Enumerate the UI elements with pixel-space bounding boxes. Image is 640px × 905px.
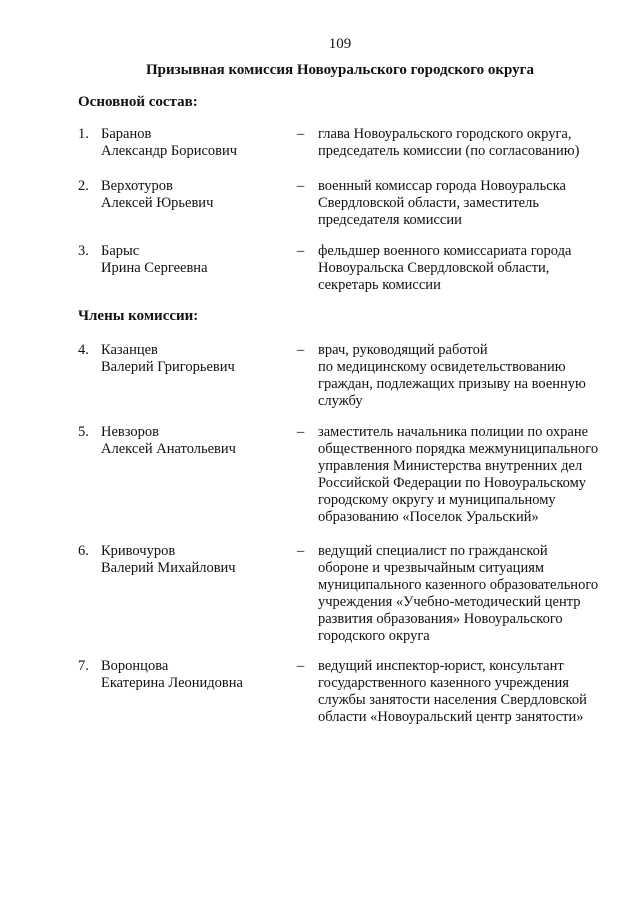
dash-separator: –	[297, 126, 305, 142]
document-title: Призывная комиссия Новоуральского городского округа	[145, 62, 534, 78]
role-line: учреждения «Учебно-методический центр	[318, 594, 581, 610]
member-given-name: Александр Борисович	[101, 143, 238, 159]
member-name	[101, 178, 291, 212]
role-line: Российской Федерации по Новоуральскому	[318, 475, 587, 491]
member-name	[101, 243, 291, 277]
member-given-name: Ирина Сергеевна	[101, 260, 208, 276]
member-surname: Барыс	[101, 243, 140, 259]
role-line: образованию «Поселок Уральский»	[318, 509, 539, 525]
dash-separator: –	[297, 658, 305, 674]
member-given-name: Валерий Михайлович	[101, 560, 236, 576]
member-name	[101, 342, 291, 376]
item-number: 1.	[78, 126, 89, 142]
role-line: управления Министерства внутренних дел	[318, 458, 583, 474]
member-role	[318, 424, 618, 526]
member-surname: Воронцова	[101, 658, 169, 674]
item-number: 7.	[78, 658, 89, 674]
member-surname: Казанцев	[101, 342, 158, 358]
member-role	[318, 243, 618, 294]
role-line: ведущий специалист по гражданской	[318, 543, 548, 559]
role-line: глава Новоуральского городского округа,	[318, 126, 572, 142]
role-line: области «Новоуральский центр занятости»	[318, 709, 584, 725]
role-line: муниципального казенного образовательного	[318, 577, 599, 593]
item-number: 3.	[78, 243, 89, 259]
role-line: обороне и чрезвычайным ситуациям	[318, 560, 545, 576]
member-surname: Верхотуров	[101, 178, 173, 194]
member-surname: Баранов	[101, 126, 152, 142]
page-number: 109	[328, 36, 352, 52]
item-number: 6.	[78, 543, 89, 559]
role-line: ведущий инспектор-юрист, консультант	[318, 658, 564, 674]
dash-separator: –	[297, 543, 305, 559]
dash-separator: –	[297, 342, 305, 358]
role-line: городскому округу и муниципальному	[318, 492, 556, 508]
member-surname: Невзоров	[101, 424, 159, 440]
role-line: председателя комиссии	[318, 212, 462, 228]
member-name	[101, 543, 291, 577]
role-line: фельдшер военного комиссариата города	[318, 243, 572, 259]
member-role	[318, 658, 618, 726]
role-line: заместитель начальника полиции по охране	[318, 424, 589, 440]
role-line: общественного порядка межмуниципального	[318, 441, 599, 457]
role-line: службы занятости населения Свердловской	[318, 692, 587, 708]
role-line: государственного казенного учреждения	[318, 675, 569, 691]
dash-separator: –	[297, 243, 305, 259]
member-given-name: Валерий Григорьевич	[101, 359, 235, 375]
dash-separator: –	[297, 178, 305, 194]
member-surname: Кривочуров	[101, 543, 176, 559]
member-given-name: Алексей Анатольевич	[101, 441, 236, 457]
section-heading-main: Основной состав:	[78, 94, 198, 110]
item-number: 5.	[78, 424, 89, 440]
role-line: развития образования» Новоуральского	[318, 611, 563, 627]
member-name	[101, 658, 291, 692]
member-role	[318, 178, 618, 229]
member-name	[101, 424, 291, 458]
role-line: председатель комиссии (по согласованию)	[318, 143, 580, 159]
role-line: секретарь комиссии	[318, 277, 441, 293]
role-line: по медицинскому освидетельствованию	[318, 359, 566, 375]
role-line: Свердловской области, заместитель	[318, 195, 539, 211]
member-role	[318, 126, 618, 160]
role-line: городского округа	[318, 628, 430, 644]
role-line: службу	[318, 393, 363, 409]
role-line: военный комиссар города Новоуральска	[318, 178, 566, 194]
role-line: врач, руководящий работой	[318, 342, 488, 358]
role-line: граждан, подлежащих призыву на военную	[318, 376, 586, 392]
member-role	[318, 543, 618, 645]
dash-separator: –	[297, 424, 305, 440]
member-role	[318, 342, 618, 410]
role-line: Новоуральска Свердловской области,	[318, 260, 550, 276]
item-number: 4.	[78, 342, 89, 358]
member-name	[101, 126, 291, 160]
member-given-name: Екатерина Леонидовна	[101, 675, 243, 691]
section-heading-members: Члены комиссии:	[78, 308, 199, 324]
member-given-name: Алексей Юрьевич	[101, 195, 214, 211]
item-number: 2.	[78, 178, 89, 194]
